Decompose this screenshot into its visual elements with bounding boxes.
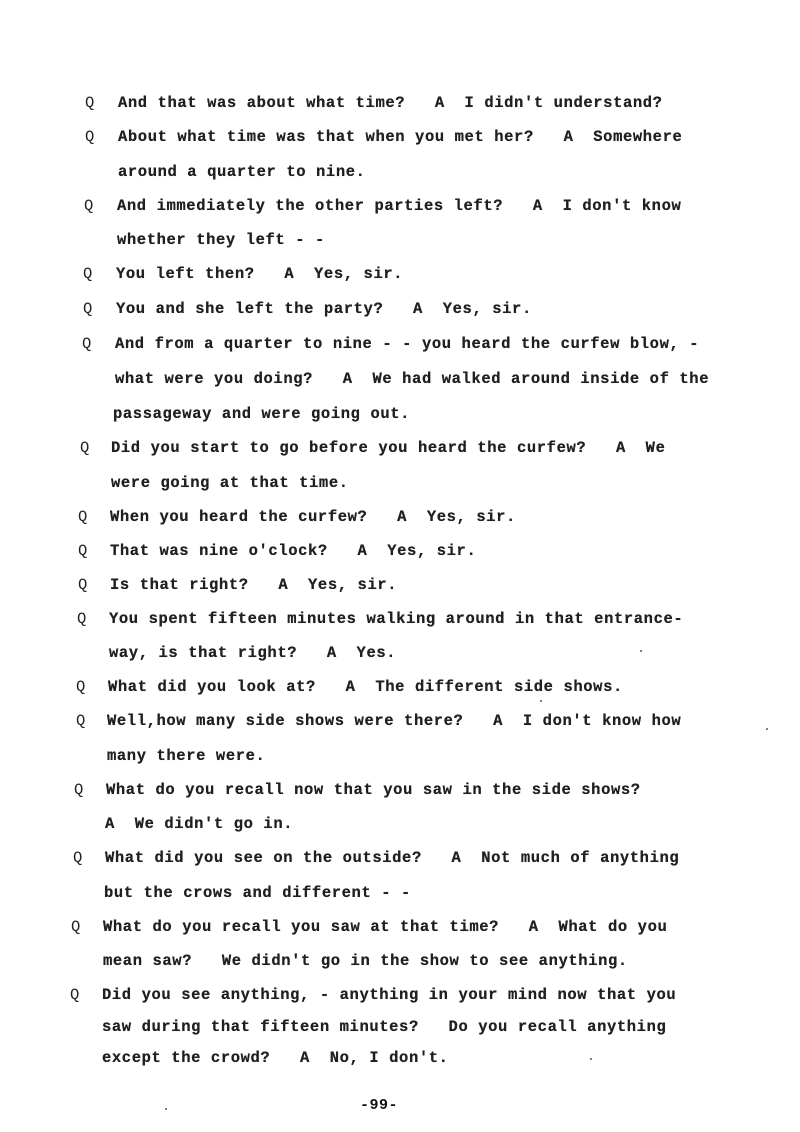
transcript-line: And from a quarter to nine - - you heard the curfew blow, - <box>115 335 700 353</box>
transcript-line: way, is that right? A Yes. <box>109 644 397 662</box>
scan-speck <box>540 700 542 702</box>
scan-speck <box>766 728 768 730</box>
question-marker: Q <box>73 849 83 867</box>
question-marker: Q <box>76 678 86 696</box>
transcript-line: About what time was that when you met her? A Somewhere <box>118 128 683 146</box>
question-marker: Q <box>82 335 92 353</box>
question-marker: Q <box>70 986 80 1004</box>
question-marker: Q <box>77 610 87 628</box>
transcript-line: And immediately the other parties left? A I don't know <box>117 197 682 215</box>
transcript-line: Is that right? A Yes, sir. <box>110 576 398 594</box>
question-marker: Q <box>83 265 93 283</box>
transcript-line: many there were. <box>107 747 266 765</box>
scan-speck <box>590 1058 592 1060</box>
transcript-line: mean saw? We didn't go in the show to see anything. <box>103 952 628 970</box>
question-marker: Q <box>85 128 95 146</box>
transcript-line: You spent fifteen minutes walking around in that entrance- <box>109 610 684 628</box>
transcript-line: whether they left - - <box>117 231 325 249</box>
question-marker: Q <box>80 439 90 457</box>
transcript-line: You and she left the party? A Yes, sir. <box>116 300 532 318</box>
transcript-line: What did you see on the outside? A Not much of anything <box>105 849 680 867</box>
question-marker: Q <box>85 94 95 112</box>
question-marker: Q <box>74 781 84 799</box>
question-marker: Q <box>78 576 88 594</box>
transcript-line: That was nine o'clock? A Yes, sir. <box>110 542 477 560</box>
transcript-line: Did you start to go before you heard the curfew? A We <box>111 439 666 457</box>
transcript-line: When you heard the curfew? A Yes, sir. <box>110 508 516 526</box>
transcript-line: And that was about what time? A I didn't understand? <box>118 94 663 112</box>
question-marker: Q <box>83 300 93 318</box>
transcript-line: passageway and were going out. <box>113 405 411 423</box>
transcript-line: what were you doing? A We had walked around inside of the <box>115 370 710 388</box>
question-marker: Q <box>76 712 86 730</box>
transcript-line: Did you see anything, - anything in your mind now that you <box>102 986 677 1004</box>
question-marker: Q <box>78 542 88 560</box>
question-marker: Q <box>78 508 88 526</box>
transcript-line: but the crows and different - - <box>104 884 411 902</box>
transcript-line: except the crowd? A No, I don't. <box>102 1049 449 1067</box>
transcript-line: What did you look at? A The different side shows. <box>108 678 623 696</box>
page-number: -99- <box>360 1097 399 1114</box>
transcript-line: saw during that fifteen minutes? Do you recall anything <box>102 1018 667 1036</box>
transcript-line: Well,how many side shows were there? A I don't know how <box>107 712 682 730</box>
transcript-line: were going at that time. <box>111 474 349 492</box>
transcript-line: You left then? A Yes, sir. <box>116 265 404 283</box>
question-marker: Q <box>84 197 94 215</box>
transcript-line: A We didn't go in. <box>105 815 294 833</box>
transcript-line: What do you recall you saw at that time? A What do you <box>103 918 668 936</box>
transcript-line: around a quarter to nine. <box>118 163 366 181</box>
scan-speck <box>165 1108 167 1110</box>
scan-speck <box>640 650 642 652</box>
question-marker: Q <box>71 918 81 936</box>
transcript-line: What do you recall now that you saw in the side shows? <box>106 781 641 799</box>
